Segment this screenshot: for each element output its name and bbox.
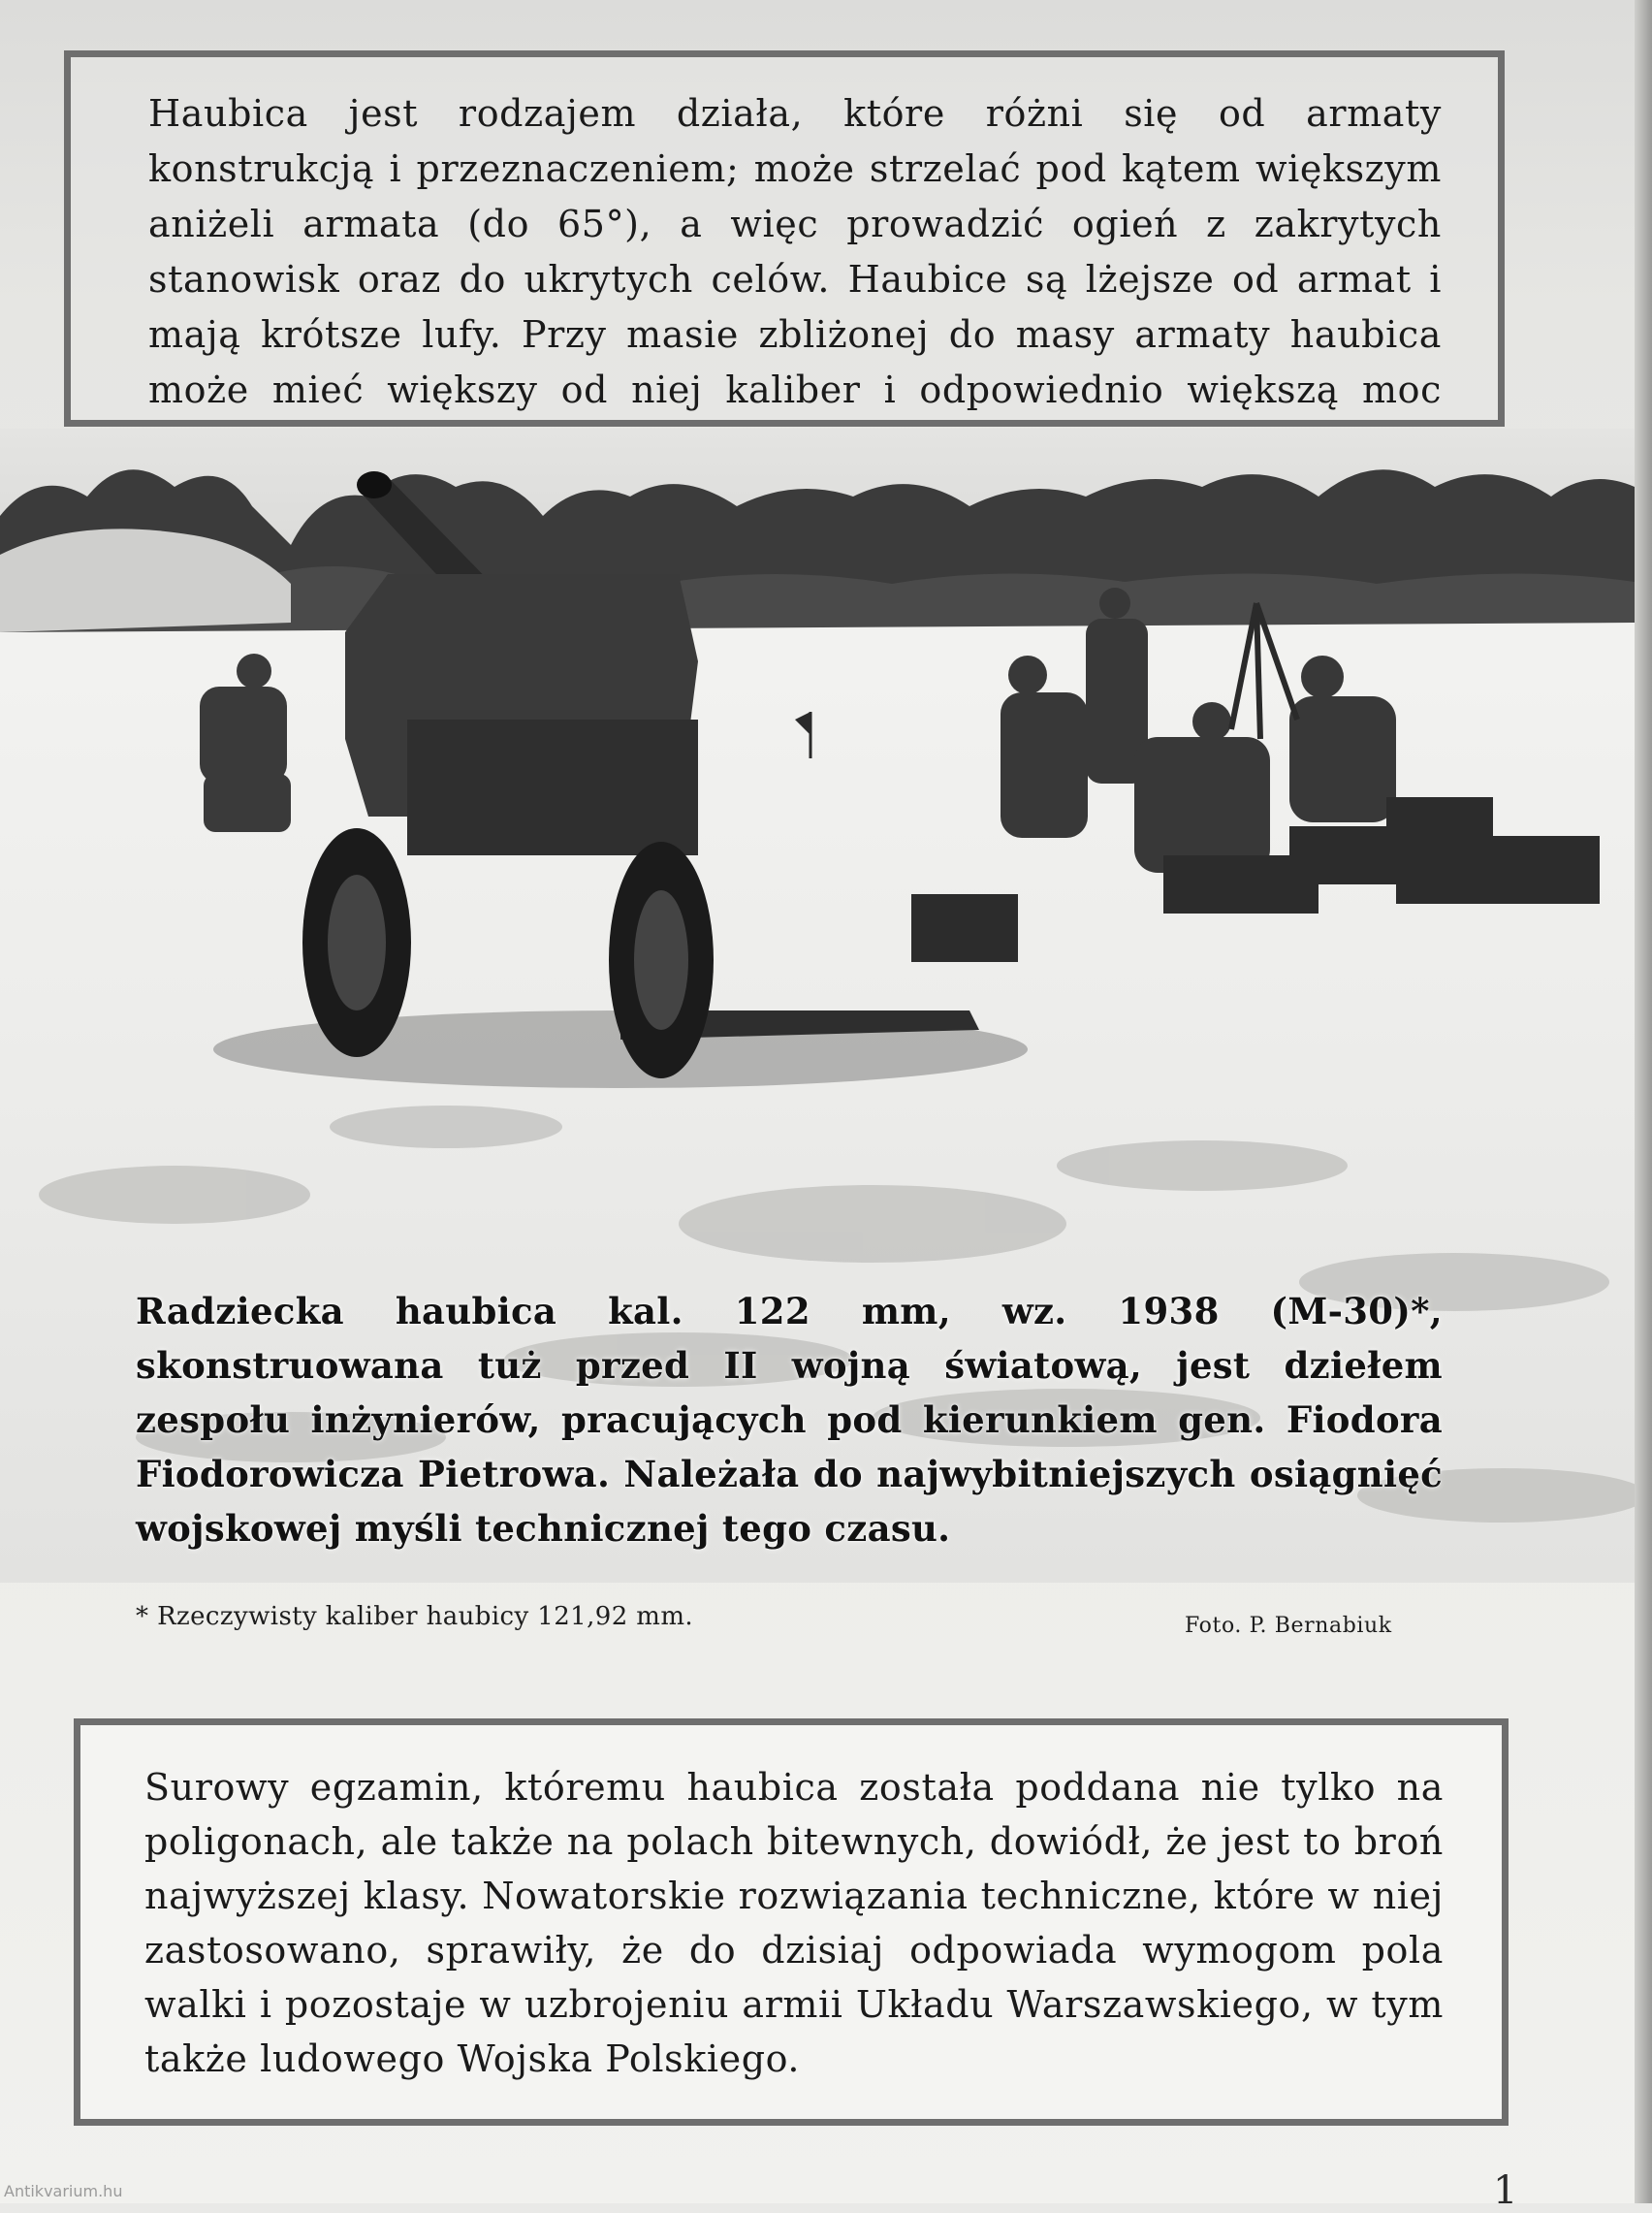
intro-paragraph: Haubica jest rodzajem działa, które różni się od armaty konstrukcją i przeznaczeniem; może strzelać pod kątem większym aniżeli armata (do 65°), a więc prowadzić ogień z zakrytych stanowisk oraz do ukrytych celów. Haubice są lżejsze od armat i mają krótsze lufy. Przy masie zbliżonej do masy armaty haubica może mieć większy od niej kaliber i odpowiednio większą moc <box>148 92 1442 411</box>
watermark-text: Antikvarium.hu <box>4 2182 123 2200</box>
footnote: * Rzeczywisty kaliber haubicy 121,92 mm. <box>136 1602 694 1631</box>
intro-text-box <box>64 50 1505 427</box>
photo-caption: Radziecka haubica kal. 122 mm, wz. 1938 (M-30)*, skonstruowana tuż przed II wojną światową, jest dziełem zespołu inżynierów, pracujących pod kierunkiem gen. Fiodora Fiodorowicza Pietrowa. Należała do najwybitniejszych osiągnięć wojskowej myśli technicznej tego czasu. <box>136 1290 1443 1550</box>
page-number: 1 <box>1493 2168 1518 2213</box>
photo-credit: Foto. P. Bernabiuk <box>1185 1614 1392 1638</box>
conclusion-paragraph: Surowy egzamin, któremu haubica została poddana nie tylko na poligonach, ale także na polach bitewnych, dowiódł, że jest to broń najwyższej klasy. Nowatorskie rozwiązania techniczne, które w niej zastosowano, sprawiły, że do dzisiaj odpowiada wymogom pola walki i pozostaje w uzbrojeniu armii Układu Warszawskiego, w tym także ludowego Wojska Polskiego. <box>144 1766 1444 2080</box>
page-edge-shadow <box>1635 0 1652 2203</box>
conclusion-text-box <box>74 1718 1509 2126</box>
